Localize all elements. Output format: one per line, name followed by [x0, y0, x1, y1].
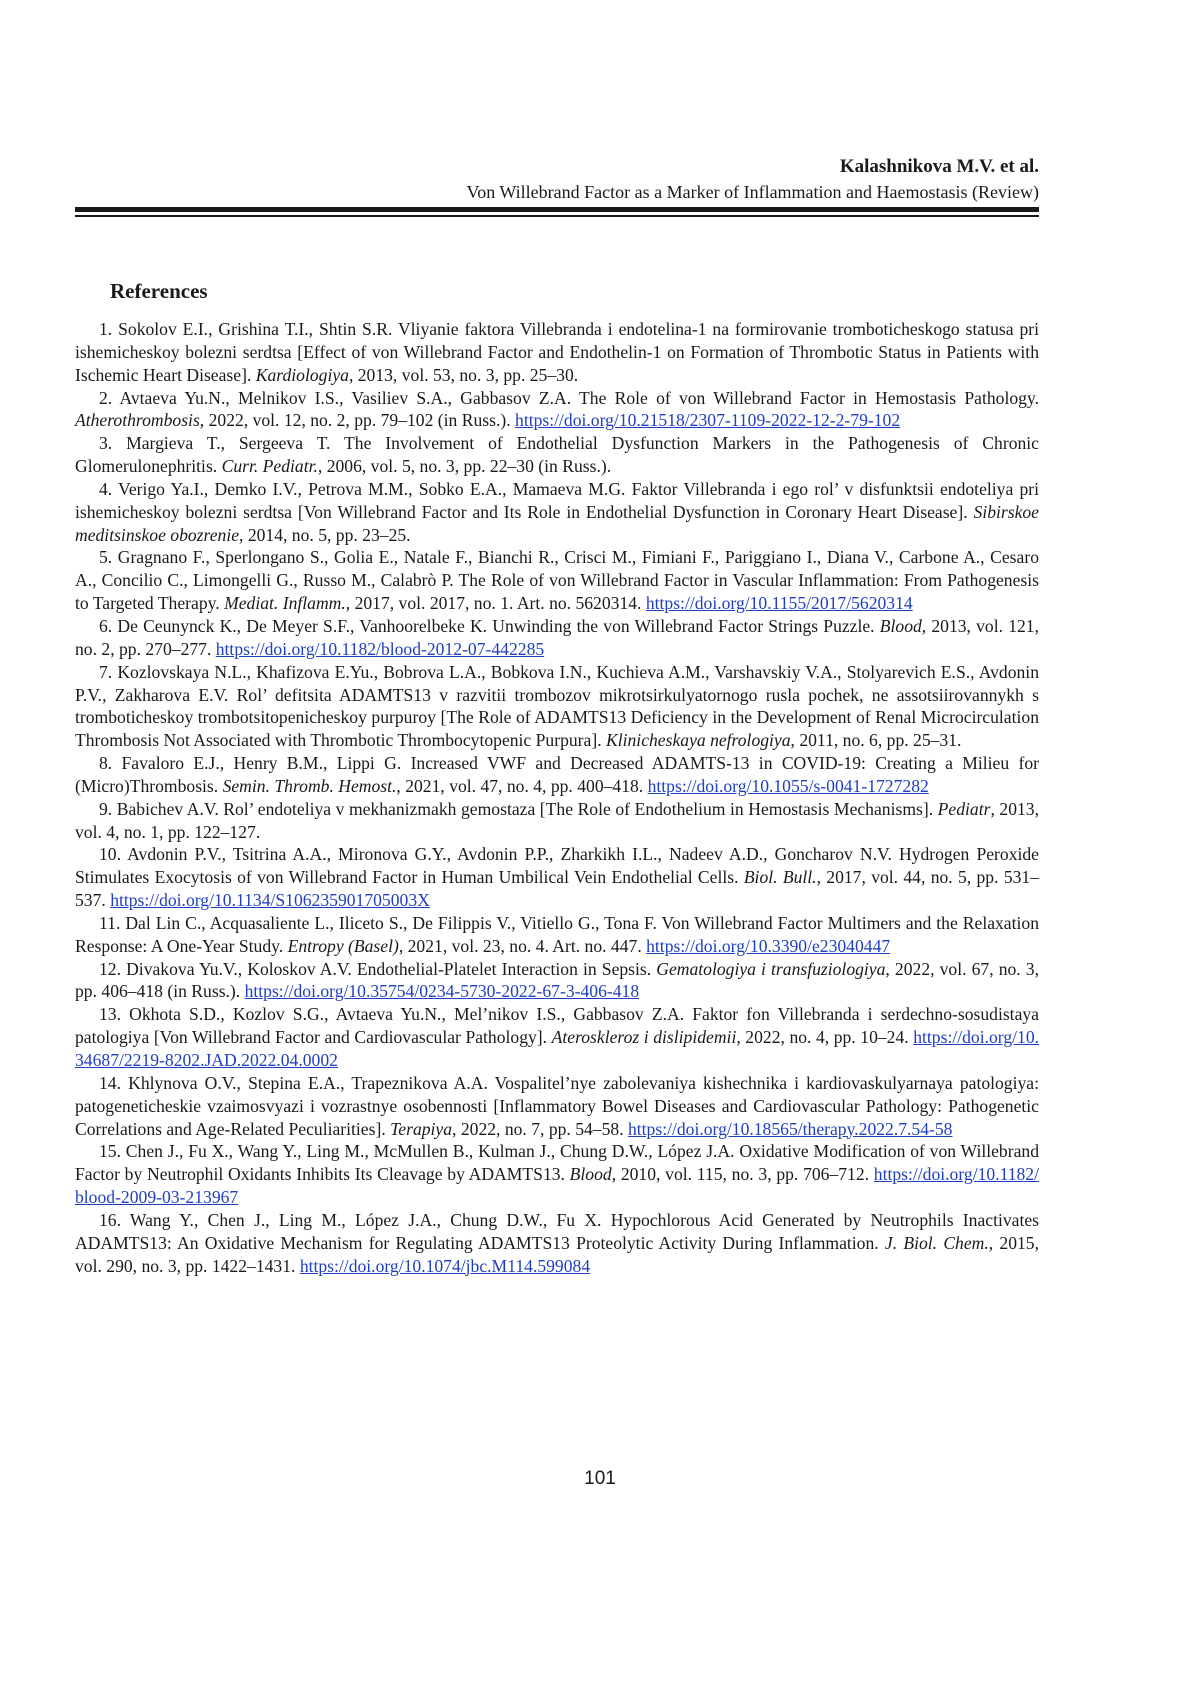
reference-journal: Pediatr — [938, 799, 991, 819]
reference-details: , 2014, no. 5, pp. 23–25. — [239, 525, 411, 545]
reference-journal: Entropy (Basel) — [288, 936, 399, 956]
reference-details: , 2017, vol. 44, no. 5, pp. 531–537. — [75, 867, 1039, 910]
reference-details: , 2022, no. 7, pp. 54–58. — [452, 1119, 628, 1139]
reference-journal: Curr. Pediatr. — [222, 456, 318, 476]
reference-journal: Kardiologiya — [256, 365, 349, 385]
reference-doi-link[interactable]: https://doi.org/10.1134/S106235901705003X — [110, 890, 430, 910]
reference-journal: Mediat. Inflamm. — [224, 593, 346, 613]
reference-details: , 2021, vol. 47, no. 4, pp. 400–418. — [396, 776, 647, 796]
page-number: 101 — [0, 1468, 1200, 1490]
reference-doi-link[interactable]: https://doi.org/10.3390/e23040447 — [646, 936, 890, 956]
reference-text: 3. Margieva T., Sergeeva T. The Involvement of Endothelial Dysfunction Markers in the Pathogenesis of Chronic Glomerulonephritis. — [75, 433, 1039, 476]
reference-item — [75, 912, 1039, 958]
reference-item — [75, 546, 1039, 615]
reference-text: 8. Favaloro E.J., Henry B.M., Lippi G. Increased VWF and Decreased ADAMTS-13 in COVID-19: Creating a Milieu for (Micro)Thrombosis. — [75, 753, 1039, 796]
reference-text: 10. Avdonin P.V., Tsitrina A.A., Mironova G.Y., Avdonin P.P., Zharkikh I.L., Nadeev A.D., Goncharov N.V. Hydrogen Peroxide Stimulates Exocytosis of von Willebrand Factor in Human Umbilical Vein Endothelial Cells. — [75, 844, 1039, 887]
reference-journal: Sibirskoe meditsinskoe obozrenie — [75, 502, 1039, 545]
reference-text: 9. Babichev A.V. Rol’ endoteliya v mekhanizmakh gemostaza [The Role of Endothelium in Hemostasis Mechanisms]. — [99, 799, 938, 819]
reference-journal: Gematologiya i transfuziologiya — [656, 959, 885, 979]
reference-item — [75, 661, 1039, 752]
reference-journal: Terapiya — [390, 1119, 452, 1139]
reference-item — [75, 318, 1039, 387]
reference-details: , 2013, vol. 53, no. 3, pp. 25–30. — [349, 365, 578, 385]
reference-item — [75, 843, 1039, 912]
reference-doi-link[interactable]: https://doi.org/10.35754/0234-5730-2022-67-3-406-418 — [245, 981, 640, 1001]
reference-text: 1. Sokolov E.I., Grishina T.I., Shtin S.R. Vliyanie faktora Villebranda i endotelina-1 na formirovanie tromboticheskogo statusa pri ishemicheskoy bolezni serdtsa [Effect of von Willebrand Factor and Endothelin-1 on Formation of Thrombotic Status in Patients with Ischemic Heart Disease]. — [75, 319, 1039, 385]
reference-details: , 2013, vol. 4, no. 1, pp. 122–127. — [75, 799, 1039, 842]
reference-text: 2. Avtaeva Yu.N., Melnikov I.S., Vasiliev S.A., Gabbasov Z.A. The Role of von Willebrand Factor in Hemostasis Pathology. — [99, 388, 1039, 408]
reference-details: , 2011, no. 6, pp. 25–31. — [791, 730, 962, 750]
reference-text: 12. Divakova Yu.V., Koloskov A.V. Endothelial-Platelet Interaction in Sepsis. — [99, 959, 656, 979]
reference-journal: Klinicheskaya nefrologiya — [606, 730, 791, 750]
reference-details: , 2022, vol. 12, no. 2, pp. 79–102 (in Russ.). — [200, 410, 515, 430]
reference-details: , 2022, no. 4, pp. 10–24. — [736, 1027, 913, 1047]
reference-item — [75, 798, 1039, 844]
references-heading: References — [110, 277, 208, 305]
reference-text: 11. Dal Lin C., Acquasaliente L., Iliceto S., De Filippis V., Vitiello G., Tona F. Von Willebrand Factor Multimers and the Relaxation Response: A One-Year Study. — [75, 913, 1039, 956]
reference-text: 13. Okhota S.D., Kozlov S.G., Avtaeva Yu.N., Mel’nikov I.S., Gabbasov Z.A. Faktor fon Villebranda i serdechno-sosudistaya patologiya [Von Willebrand Factor and Cardiovascular Pathology]. — [75, 1004, 1039, 1047]
reference-doi-link[interactable]: https://doi.org/10.18565/therapy.2022.7.54-58 — [628, 1119, 953, 1139]
reference-doi-link[interactable]: https://doi.org/10.21518/2307-1109-2022-12-2-79-102 — [515, 410, 900, 430]
reference-journal: Biol. Bull. — [744, 867, 817, 887]
header-rule-thick — [75, 207, 1039, 212]
reference-doi-link[interactable]: https://doi.org/10.34687/2219-8202.JAD.2022.04.0002 — [75, 1027, 1039, 1070]
header-running-title: Von Willebrand Factor as a Marker of Inflammation and Haemostasis (Review) — [75, 180, 1039, 205]
reference-item — [75, 615, 1039, 661]
reference-doi-link[interactable]: https://doi.org/10.1182/blood-2012-07-442285 — [216, 639, 544, 659]
reference-text: 4. Verigo Ya.I., Demko I.V., Petrova M.M., Sobko E.A., Mamaeva M.G. Faktor Villebranda i ego rol’ v disfunktsii endoteliya pri ishemicheskoy bolezni serdtsa [Von Willebrand Factor and Its Role in Endothelial Dysfunction in Coronary Heart Disease]. — [75, 479, 1039, 522]
reference-details: , 2021, vol. 23, no. 4. Art. no. 447. — [399, 936, 646, 956]
reference-journal: Atherothrombosis — [75, 410, 200, 430]
reference-details: , 2022, vol. 67, no. 3, pp. 406–418 (in Russ.). — [75, 959, 1039, 1002]
reference-journal: Ateroskleroz i dislipidemii — [552, 1027, 737, 1047]
reference-text: 7. Kozlovskaya N.L., Khafizova E.Yu., Bobrova L.A., Bobkova I.N., Kuchieva A.M., Varshavskiy V.A., Stolyarevich E.S., Avdonin P.V., Zakharova E.V. Rol’ defitsita ADAMTS13 v razvitii trombozov mikrotsirkulyatornogo rusla pochek, ne assotsiirovannykh s tromboticheskoy trombotsitopenicheskoy purpuroy [The Role of ADAMTS13 Deficiency in the Development of Renal Microcirculation Thrombosis Not Associated with Thrombotic Thrombocytopenic Purpura]. — [75, 662, 1039, 751]
reference-text: 14. Khlynova O.V., Stepina E.A., Trapeznikova A.A. Vospalitel’nye zabolevaniya kishechnika i kardiovaskulyarnaya patologiya: patogeneticheskie vzaimosvyazi i vozrastnye osobennosti [Inflammatory Bowel Diseases and Cardiovascular Pathology: Pathogenetic Correlations and Age-Related Peculiarities]. — [75, 1073, 1039, 1139]
header-authors: Kalashnikova M.V. et al. — [75, 154, 1039, 180]
reference-item — [75, 387, 1039, 433]
reference-journal: Blood — [880, 616, 922, 636]
reference-doi-link[interactable]: https://doi.org/10.1074/jbc.M114.599084 — [300, 1256, 590, 1276]
reference-text: 5. Gragnano F., Sperlongano S., Golia E., Natale F., Bianchi R., Crisci M., Fimiani F., Pariggiano I., Diana V., Carbone A., Cesaro A., Concilio C., Limongelli G., Russo M., Calabrò P. The Role of von Willebrand Factor in Vascular Inflammation: From Pathogenesis to Targeted Therapy. — [75, 547, 1039, 613]
reference-item — [75, 1209, 1039, 1278]
reference-details: , 2017, vol. 2017, no. 1. Art. no. 5620314. — [346, 593, 646, 613]
reference-item — [75, 432, 1039, 478]
reference-journal: J. Biol. Chem. — [885, 1233, 989, 1253]
reference-doi-link[interactable]: https://doi.org/10.1182/blood-2009-03-213967 — [75, 1164, 1039, 1207]
reference-details: , 2013, vol. 121, no. 2, pp. 270–277. — [75, 616, 1039, 659]
running-header — [75, 154, 1039, 205]
header-rule-thin — [75, 215, 1039, 217]
reference-item — [75, 1003, 1039, 1072]
reference-item — [75, 478, 1039, 547]
reference-item — [75, 1072, 1039, 1141]
reference-item — [75, 958, 1039, 1004]
reference-text: 16. Wang Y., Chen J., Ling M., López J.A., Chung D.W., Fu X. Hypochlorous Acid Generated by Neutrophils Inactivates ADAMTS13: An Oxidative Mechanism for Regulating ADAMTS13 Proteolytic Activity During Inflammation. — [75, 1210, 1039, 1253]
reference-details: , 2006, vol. 5, no. 3, pp. 22–30 (in Russ.). — [318, 456, 611, 476]
reference-doi-link[interactable]: https://doi.org/10.1155/2017/5620314 — [646, 593, 913, 613]
reference-details: , 2015, vol. 290, no. 3, pp. 1422–1431. — [75, 1233, 1039, 1276]
reference-journal: Blood — [570, 1164, 612, 1184]
reference-journal: Semin. Thromb. Hemost. — [223, 776, 397, 796]
references-list — [75, 318, 1039, 1277]
reference-text: 6. De Ceunynck K., De Meyer S.F., Vanhoorelbeke K. Unwinding the von Willebrand Factor Strings Puzzle. — [99, 616, 880, 636]
reference-item — [75, 752, 1039, 798]
reference-details: , 2010, vol. 115, no. 3, pp. 706–712. — [612, 1164, 874, 1184]
reference-doi-link[interactable]: https://doi.org/10.1055/s-0041-1727282 — [648, 776, 929, 796]
reference-item — [75, 1140, 1039, 1209]
reference-text: 15. Chen J., Fu X., Wang Y., Ling M., McMullen B., Kulman J., Chung D.W., López J.A. Oxidative Modification of von Willebrand Factor by Neutrophil Oxidants Inhibits Its Cleavage by ADAMTS13. — [75, 1141, 1039, 1184]
